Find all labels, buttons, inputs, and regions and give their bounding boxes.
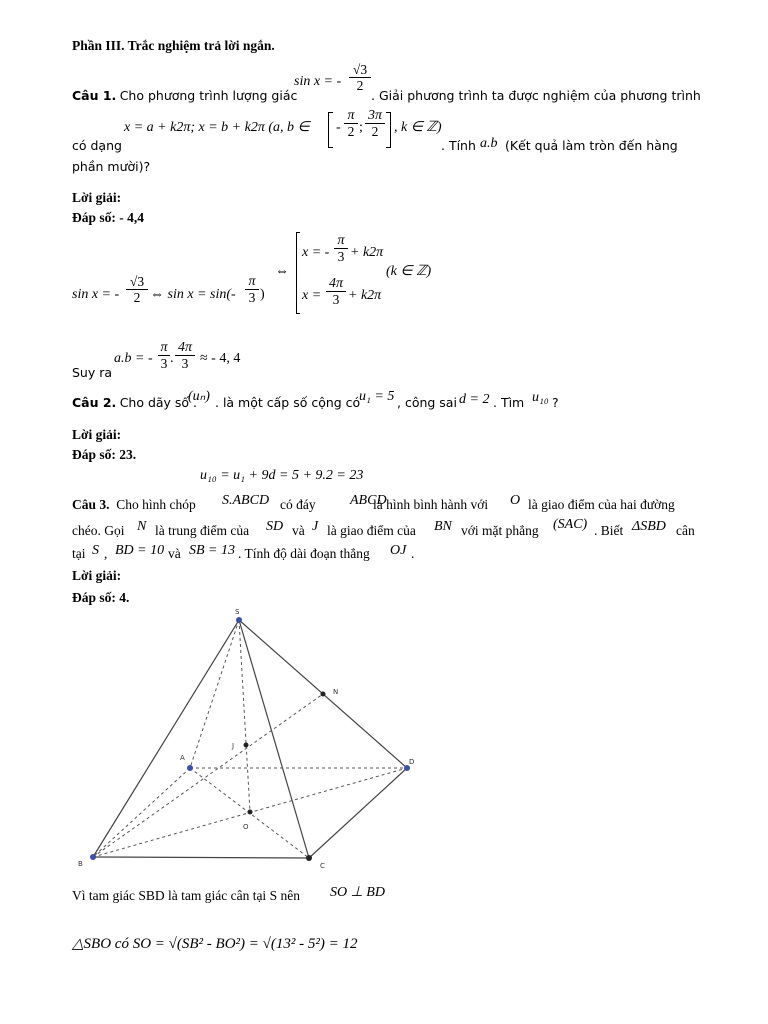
q3-label: Câu 3. [72,497,110,512]
point-b [90,854,96,860]
q3-conclusion-math: SO ⊥ BD [330,885,385,900]
edge-sc [239,620,309,858]
q1-ask-note: (Kết quả làm tròn đến hàng [505,138,678,153]
q1-form-equation: x = a + k2π; x = b + k2π (a, b ∈ [124,120,310,135]
line-so [239,620,250,812]
point-j [244,743,249,748]
q1-result-tail: ≈ - 4, 4 [200,351,241,366]
pyramid-figure [0,600,768,880]
q1-result-dot: . [170,351,174,366]
q2-text2: . là một cấp số cộng có [215,395,361,410]
label-c: C [320,862,325,870]
q1-sol-equiv: ⇔ sin x = sin(- [150,287,236,302]
q3-line2f: . Biết [594,523,624,538]
q1-ask: . Tính [441,138,476,153]
q3-n: N [137,519,147,534]
point-o [248,810,253,815]
interval-semicolon: ; [359,120,363,135]
system-brace [296,232,300,314]
interval-b-fraction: $\frac{3\pi}{2}$ [365,108,385,139]
q3-tri: ΔSBD [632,519,666,534]
label-s: S [235,608,240,616]
label-o: O [243,823,249,831]
q1-text-after: . Giải phương trình ta được nghiệm của phương trình [371,88,701,103]
q3-bd: BD = 10 [115,543,165,558]
label-j: J [232,742,235,750]
q2-u10: u₁₀ [532,390,549,405]
q2-formula: u₁₀ = u₁ + 9d = 5 + 9.2 = 23 [200,468,364,483]
label-a: A [180,754,185,762]
point-s [236,617,242,623]
label-d: D [409,758,415,766]
q3-line1: Câu 3. Cho hình chóp [72,497,196,512]
edge-bc [93,857,309,858]
q3-sb: SB = 13 [189,543,235,558]
q2-d: d = 2 [459,392,490,407]
interval-left-bracket [328,112,333,148]
q1-sol-sin: sin x = - [72,287,120,302]
q3-sd: SD [266,519,284,534]
q3-bn: BN [434,519,452,534]
q1-form-prefix: có dạng [72,138,122,153]
q3-o: O [510,493,521,508]
q1-sys-1-fraction: $\frac{\pi}{3}$ [334,233,348,264]
interval-minus: - [336,120,341,135]
q3-solution-label: Lời giải: [72,568,122,583]
q1-ask-var: a.b [480,136,498,151]
q2-seq: (uₙ) [188,389,210,404]
q3-line3d: . [411,546,415,561]
interval-right-bracket [386,112,391,148]
q1-result: a.b = - [114,351,153,366]
q3-conclusion-text: Vì tam giác SBD là tam giác cân tại S nên [72,888,300,903]
q1-equation-fraction: $\frac{√3}{2}$ [349,62,371,93]
q3-line1c: là hình bình hành với [373,497,489,512]
equiv-symbol: ⇔ [275,264,289,279]
q1-sys-1b: + k2π [350,245,384,260]
q1-label: Câu 1. [72,88,117,103]
q2-label: Câu 2. [72,395,117,410]
label-n: N [333,688,339,696]
q1-line [72,88,297,104]
q2-line: Câu 2. Cho dãy số . [72,395,198,410]
q3-sabcd: S.ABCD [222,493,270,508]
q2-text4: . Tìm [493,395,525,410]
q3-line2g: cân [676,523,695,538]
q1-equation-lhs: sin x = - [294,74,342,89]
line-bn [93,694,323,857]
q3-line3b: và [168,546,181,561]
q3-sac: (SAC) [553,517,588,532]
q3-line1b: có đáy [280,497,316,512]
q1-result-f1: $\frac{\pi}{3}$ [158,340,170,371]
q1-sys-2b: + k2π [348,288,382,303]
q3-line2c: và [292,523,305,538]
point-n [321,692,326,697]
q3-abcd: ABCD [350,493,387,508]
q2-text5: ? [552,395,559,410]
q1-sys-1: x = - [302,245,330,260]
q3-j: J [312,519,319,534]
edge-cd [309,768,407,858]
q1-ask-note2: phần mười)? [72,159,151,174]
q3-line2b: là trung điểm của [155,523,250,538]
q1-sys-2: x = [302,288,322,303]
q3-line1d: là giao điểm của hai đường [528,497,675,512]
q3-line2e: với mặt phẳng [461,523,539,538]
q1-answer: Đáp số: - 4,4 [72,210,145,225]
q2-answer: Đáp số: 23. [72,447,137,462]
q2-solution-label: Lời giải: [72,427,122,442]
q3-answer: Đáp số: 4. [72,590,130,605]
q1-sol-fraction: $\frac{√3}{2}$ [126,274,148,305]
q1-result-f2: $\frac{4\pi}{3}$ [175,340,195,371]
q3-line2d: là giao điểm của [327,523,416,538]
q1-sol-pi3: $\frac{\pi}{3}$ [245,274,259,305]
q3-line2a: chéo. Gọi [72,523,125,538]
q3-s: S [92,543,99,558]
interval-a-fraction: $\frac{\pi}{2}$ [344,108,358,139]
q3-comma: , [104,546,108,561]
section-title: Phần III. Trắc nghiệm trả lời ngắn. [72,38,275,53]
label-b: B [78,860,83,868]
q1-suy-ra: Suy ra [72,365,113,380]
edge-sb [93,620,239,857]
q3-line3c: . Tính độ dài đoạn thẳng [238,546,370,561]
q1-sol-close-paren: ) [260,287,265,302]
q3-oj: OJ [390,543,407,558]
q1-solution-label: Lời giải: [72,190,122,205]
q1-text: Cho phương trình lượng giác [119,88,298,103]
q3-line3a: tại [72,546,86,561]
q1-form-tail: , k ∈ ℤ) [394,120,442,135]
q2-u1: u₁ = 5 [359,389,395,404]
q1-sys-2-fraction: $\frac{4\pi}{3}$ [326,276,346,307]
q2-text3: , công sai [397,395,457,410]
q1-sys-k: (k ∈ ℤ) [386,264,432,279]
q3-last-line: △SBO có SO = √(SB² - BO²) = √(13² - 5²) = 12 [72,936,358,952]
point-a [187,765,193,771]
point-c [306,855,312,861]
